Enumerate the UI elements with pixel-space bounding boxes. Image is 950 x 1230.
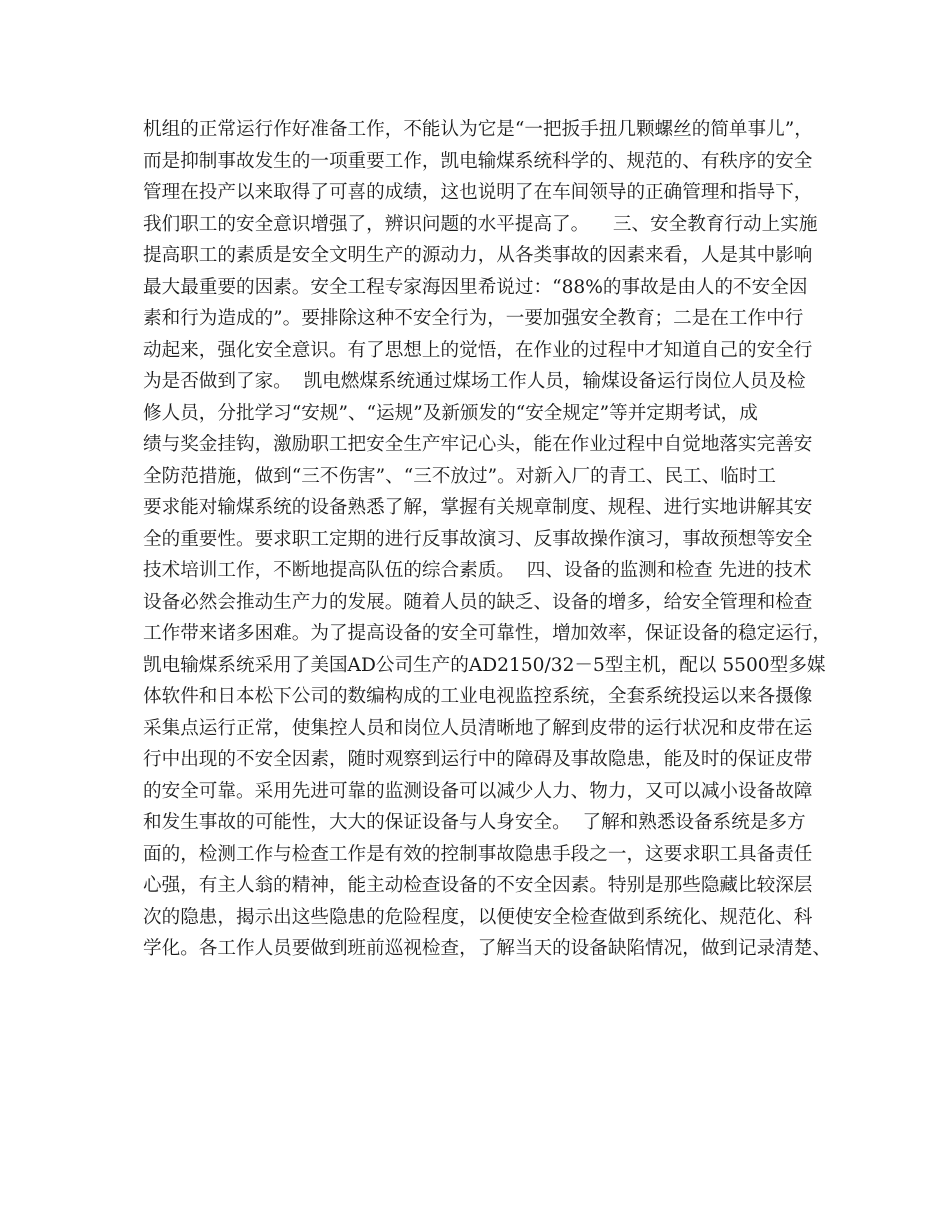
text-line: 绩与奖金挂钩，激励职工把安全生产牢记心头，能在作业过程中自觉地落实完善安 xyxy=(143,434,813,455)
text-line: 机组的正常运行作好准备工作，不能认为它是“一把扳手扭几颗螺丝的简单事儿”， xyxy=(143,119,813,140)
text-line: 技术培训工作，不断地提高队伍的综合素质。 四、设备的监测和检查 先进的技术 xyxy=(143,560,812,581)
text-line: 动起来，强化安全意识。有了思想上的觉悟，在作业的过程中才知道自己的安全行 xyxy=(143,339,813,361)
text-line: 采集点运行正常，使集控人员和岗位人员清晰地了解到皮带的运行状况和皮带在运 xyxy=(143,717,813,739)
text-line: 和发生事故的可能性，大大的保证设备与人身安全。 了解和熟悉设备系统是多方 xyxy=(143,812,806,833)
text-line: 我们职工的安全意识增强了，辨识问题的水平提高了。 三、安全教育行动上实施 xyxy=(143,213,818,235)
text-line: 素和行为造成的”。要排除这种不安全行为，一要加强安全教育；二是在工作中行 xyxy=(143,308,804,329)
text-line: 而是抑制事故发生的一项重要工作，凯电输煤系统科学的、规范的、有秩序的安全 xyxy=(143,150,813,172)
text-line: 心强，有主人翁的精神，能主动检查设备的不安全因素。特别是那些隐藏比较深层 xyxy=(143,875,813,896)
text-line: 要求能对输煤系统的设备熟悉了解，掌握有关规章制度、规程、进行实地讲解其安 xyxy=(143,497,813,518)
text-line: 行中出现的不安全因素，随时观察到运行中的障碍及事故隐患，能及时的保证皮带 xyxy=(143,749,813,770)
text-line: 全的重要性。要求职工定期的进行反事故演习、反事故操作演习，事故预想等安全 xyxy=(143,528,813,550)
text-line: 修人员，分批学习“安规”、“运规”及新颁发的“安全规定”等并定期考试，成 xyxy=(143,402,758,424)
text-line: 面的，检测工作与检查工作是有效的控制事故隐患手段之一，这要求职工具备责任 xyxy=(143,843,813,865)
text-line: 凯电输煤系统采用了美国AD公司生产的AD2150/32－5型主机，配以 5500型多媒 xyxy=(143,654,826,676)
text-line: 次的隐患，揭示出这些隐患的危险程度，以便使安全检查做到系统化、规范化、科 xyxy=(143,906,813,928)
text-line: 最大最重要的因素。安全工程专家海因里希说过：“88%的事故是由人的不安全因 xyxy=(143,276,808,298)
text-line: 学化。各工作人员要做到班前巡视检查，了解当天的设备缺陷情况，做到记录清楚、 xyxy=(143,938,831,959)
text-line: 体软件和日本松下公司的数编构成的工业电视监控系统，全套系统投运以来各摄像 xyxy=(143,686,813,707)
text-line: 提高职工的素质是安全文明生产的源动力，从各类事故的因素来看，人是其中影响 xyxy=(143,245,813,266)
text-line: 工作带来诸多困难。为了提高设备的安全可靠性，增加效率，保证设备的稳定运行， xyxy=(143,623,831,644)
text-line: 管理在投产以来取得了可喜的成绩，这也说明了在车间领导的正确管理和指导下， xyxy=(143,182,813,203)
text-line: 的安全可靠。采用先进可靠的监测设备可以减少人力、物力，又可以减小设备故障 xyxy=(143,780,813,802)
text-line: 设备必然会推动生产力的发展。随着人员的缺乏、设备的增多，给安全管理和检查 xyxy=(143,591,813,613)
body-text xyxy=(143,114,843,965)
text-line: 为是否做到了家。 凯电燃煤系统通过煤场工作人员，输煤设备运行岗位人员及检 xyxy=(143,371,806,392)
text-line: 全防范措施，做到“三不伤害”、“三不放过”。对新入厂的青工、民工、临时工 xyxy=(143,465,777,487)
